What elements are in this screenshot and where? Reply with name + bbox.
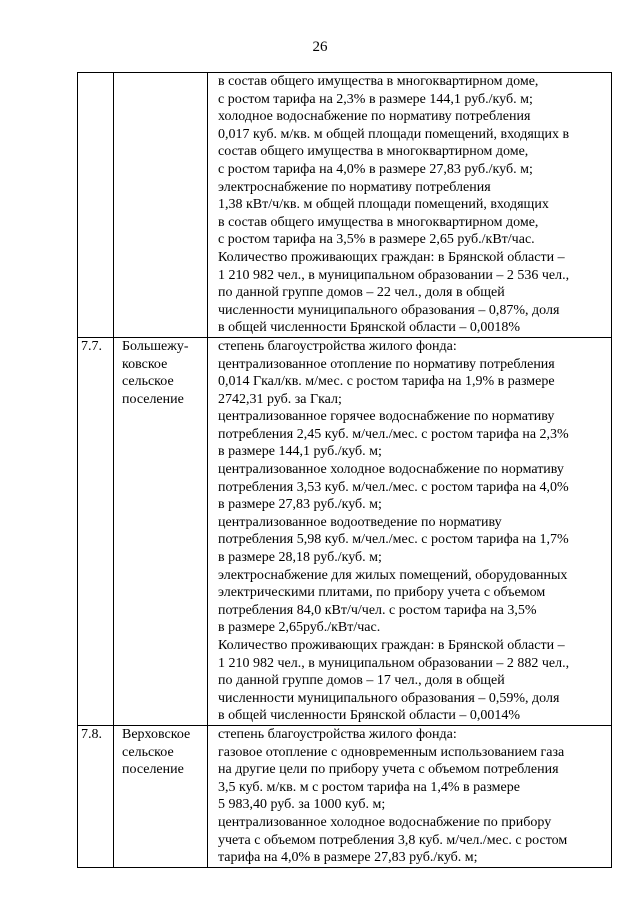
description-line: 5 983,40 руб. за 1000 куб. м; bbox=[218, 797, 386, 813]
description-line: численности муниципального образования – 0,87%, доля bbox=[218, 302, 560, 318]
description-line: с ростом тарифа на 2,3% в размере 144,1 руб./куб. м; bbox=[218, 91, 533, 107]
page-number: 26 bbox=[312, 39, 328, 55]
settlement-name bbox=[114, 337, 208, 725]
table-body bbox=[78, 73, 612, 868]
description-line: в размере 27,83 руб./куб. м; bbox=[218, 497, 382, 513]
table-row bbox=[78, 73, 612, 338]
description-line: электроснабжение для жилых помещений, оборудованных bbox=[218, 567, 568, 583]
description-line: 0,014 Гкал/кв. м/мес. с ростом тарифа на 1,9% в размере bbox=[218, 374, 555, 390]
description-line: холодное водоснабжение по нормативу потребления bbox=[218, 109, 531, 125]
description-line: электрическими плитами, по прибору учета с объемом bbox=[218, 585, 546, 601]
description-line: в размере 144,1 руб./куб. м; bbox=[218, 444, 382, 460]
document-table bbox=[77, 72, 612, 868]
settlement-name-line: ковское bbox=[122, 356, 168, 372]
description-line: в общей численности Брянской области – 0,0014% bbox=[218, 708, 521, 724]
settlement-name-line: Большежу- bbox=[122, 338, 189, 354]
description-line: Количество проживающих граждан: в Брянской области – bbox=[218, 249, 565, 265]
description-line: централизованное холодное водоснабжение по прибору bbox=[218, 814, 552, 830]
description-line: электроснабжение по нормативу потребления bbox=[218, 179, 491, 195]
description-line: степень благоустройства жилого фонда: bbox=[218, 726, 457, 742]
settlement-name bbox=[114, 73, 208, 338]
row-number: 7.8. bbox=[78, 725, 114, 867]
row-number: 7.7. bbox=[78, 337, 114, 725]
description-line: учета с объемом потребления 3,8 куб. м/чел./мес. с ростом bbox=[218, 832, 568, 848]
description-line: 1 210 982 чел., в муниципальном образовании – 2 882 чел., bbox=[218, 655, 570, 671]
description-line: 3,5 куб. м/кв. м с ростом тарифа на 1,4% в размере bbox=[218, 779, 520, 795]
description-line: по данной группе домов – 17 чел., доля в общей bbox=[218, 673, 505, 689]
settlement-name-line: поселение bbox=[122, 762, 184, 778]
description-line: по данной группе домов – 22 чел., доля в общей bbox=[218, 285, 505, 301]
description-line: 1,38 кВт/ч/кв. м общей площади помещений, входящих bbox=[218, 197, 549, 213]
description-line: газовое отопление с одновременным использованием газа bbox=[218, 744, 565, 760]
description-line: тарифа на 4,0% в размере 27,83 руб./куб. м; bbox=[218, 850, 478, 866]
settlement-name bbox=[114, 725, 208, 867]
description-line: в состав общего имущества в многоквартирном доме, bbox=[218, 214, 539, 230]
description-line: с ростом тарифа на 3,5% в размере 2,65 руб./кВт/час. bbox=[218, 232, 535, 248]
row-number bbox=[78, 73, 114, 338]
settlement-name-line: поселение bbox=[122, 391, 184, 407]
description-line: централизованное водоотведение по нормативу bbox=[218, 514, 502, 530]
description-line: потребления 84,0 кВт/ч/чел. с ростом тарифа на 3,5% bbox=[218, 602, 537, 618]
description-line: в общей численности Брянской области – 0,0018% bbox=[218, 320, 521, 336]
description-line: состав общего имущества в многоквартирном доме, bbox=[218, 144, 529, 160]
description-line: с ростом тарифа на 4,0% в размере 27,83 руб./куб. м; bbox=[218, 161, 533, 177]
description-line: потребления 5,98 куб. м/чел./мес. с ростом тарифа на 1,7% bbox=[218, 532, 569, 548]
settlement-name-line: сельское bbox=[122, 744, 174, 760]
description-line: централизованное холодное водоснабжение по нормативу bbox=[218, 462, 564, 478]
description-line: 0,017 куб. м/кв. м общей площади помещений, входящих в bbox=[218, 126, 570, 142]
settlement-name-line: Верховское bbox=[122, 726, 191, 742]
description-cell bbox=[208, 337, 612, 725]
description-line: централизованное отопление по нормативу потребления bbox=[218, 356, 555, 372]
table-row bbox=[78, 337, 612, 725]
description-cell bbox=[208, 73, 612, 338]
description-line: потребления 2,45 куб. м/чел./мес. с ростом тарифа на 2,3% bbox=[218, 426, 569, 442]
description-line: на другие цели по прибору учета с объемом потребления bbox=[218, 762, 559, 778]
description-line: численности муниципального образования – 0,59%, доля bbox=[218, 690, 560, 706]
description-line: в состав общего имущества в многоквартирном доме, bbox=[218, 74, 539, 89]
description-line: в размере 28,18 руб./куб. м; bbox=[218, 550, 382, 566]
description-line: потребления 3,53 куб. м/чел./мес. с ростом тарифа на 4,0% bbox=[218, 479, 569, 495]
table-row bbox=[78, 725, 612, 867]
description-line: Количество проживающих граждан: в Брянской области – bbox=[218, 638, 565, 653]
description-cell bbox=[208, 725, 612, 867]
description-line: степень благоустройства жилого фонда: bbox=[218, 338, 457, 354]
description-line: 1 210 982 чел., в муниципальном образовании – 2 536 чел., bbox=[218, 267, 570, 283]
description-line: 2742,31 руб. за Гкал; bbox=[218, 391, 342, 407]
description-line: централизованное горячее водоснабжение по нормативу bbox=[218, 409, 555, 425]
description-line: в размере 2,65руб./кВт/час. bbox=[218, 620, 381, 636]
settlement-name-line: сельское bbox=[122, 374, 174, 390]
